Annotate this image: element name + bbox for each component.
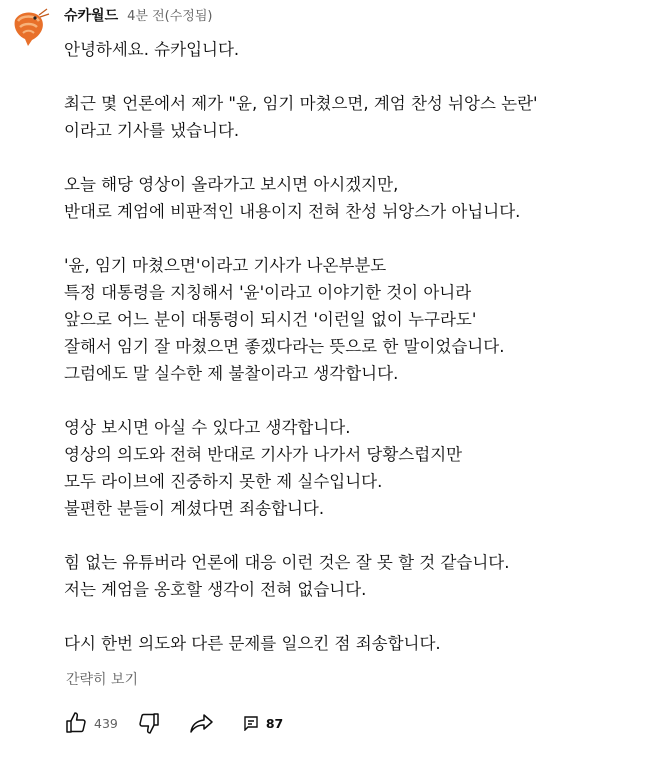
comment-line: 불편한 분들이 계셨다면 죄송합니다. bbox=[64, 499, 325, 518]
replies-button[interactable] bbox=[243, 715, 283, 731]
paragraph-gap bbox=[64, 225, 654, 252]
comment-body bbox=[64, 36, 654, 657]
like-count: 439 bbox=[94, 715, 118, 731]
comment-line: 앞으로 어느 분이 대통령이 되시건 '이런일 없이 누구라도' bbox=[64, 310, 477, 329]
comment-line: 잘해서 임기 잘 마쳤으면 좋겠다라는 뜻으로 한 말이었습니다. bbox=[64, 337, 505, 356]
reply-count: 87 bbox=[265, 715, 284, 731]
comment-line: 다시 한번 의도와 다른 문제를 일으킨 점 죄송합니다. bbox=[64, 634, 441, 653]
paragraph-gap bbox=[64, 522, 654, 549]
dislike-button[interactable] bbox=[137, 711, 161, 735]
comment-icon bbox=[243, 715, 259, 731]
comment-line: 모두 라이브에 진중하지 못한 제 실수입니다. bbox=[64, 472, 383, 491]
thumbs-down-icon bbox=[137, 711, 161, 735]
like-button[interactable] bbox=[64, 711, 118, 735]
paragraph-gap bbox=[64, 603, 654, 630]
comment-line: 최근 몇 언론에서 제가 "윤, 임기 마쳤으면, 계엄 찬성 뉘앙스 논란' bbox=[64, 94, 538, 113]
comment-line: 안녕하세요. 슈카입니다. bbox=[64, 40, 240, 59]
comment-line: 그럼에도 말 실수한 제 불찰이라고 생각합니다. bbox=[64, 364, 399, 383]
comment-header bbox=[64, 5, 212, 27]
comment-timestamp[interactable]: 4분 전(수정됨) bbox=[127, 9, 213, 24]
paragraph-gap bbox=[64, 63, 654, 90]
comment-line: 반대로 계엄에 비판적인 내용이지 전혀 찬성 뉘앙스가 아닙니다. bbox=[64, 202, 521, 221]
comment-line: 이라고 기사를 냈습니다. bbox=[64, 121, 240, 140]
share-icon bbox=[189, 711, 215, 735]
comment-line: 영상의 의도와 전혀 반대로 기사가 나가서 당황스럽지만 bbox=[64, 445, 463, 464]
comment-line: 영상 보시면 아실 수 있다고 생각합니다. bbox=[64, 418, 351, 437]
comment-actions bbox=[64, 707, 283, 739]
avatar[interactable] bbox=[6, 6, 50, 50]
comment-line: '윤, 임기 마쳤으면'이라고 기사가 나온부분도 bbox=[64, 256, 387, 275]
paragraph-gap bbox=[64, 387, 654, 414]
share-button[interactable] bbox=[189, 711, 215, 735]
paragraph-gap bbox=[64, 144, 654, 171]
comment-line: 오늘 해당 영상이 올라가고 보시면 아시겠지만, bbox=[64, 175, 399, 194]
comment-author[interactable]: 슈카월드 bbox=[64, 8, 119, 24]
thumbs-up-icon bbox=[64, 711, 88, 735]
show-less-button[interactable]: 간략히 보기 bbox=[66, 672, 139, 688]
comment-line: 힘 없는 유튜버라 언론에 대응 이런 것은 잘 못 할 것 같습니다. bbox=[64, 553, 510, 572]
comment-line: 저는 계엄을 옹호할 생각이 전혀 없습니다. bbox=[64, 580, 367, 599]
comment-line: 특정 대통령을 지칭해서 '윤'이라고 이야기한 것이 아니라 bbox=[64, 283, 472, 302]
